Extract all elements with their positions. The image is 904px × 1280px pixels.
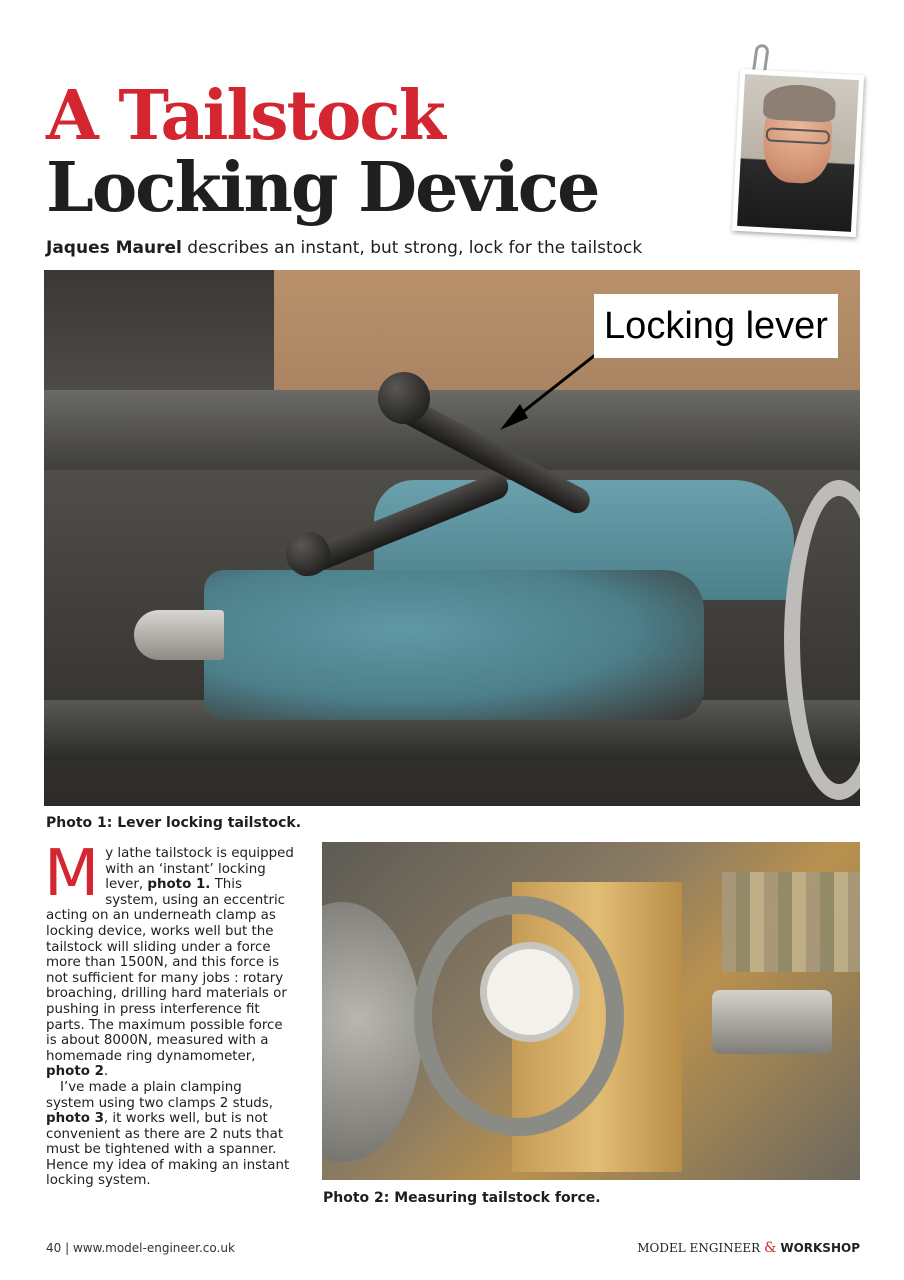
photo-2-pixelated-area — [722, 872, 860, 972]
author-portrait — [732, 69, 864, 237]
photo-2-tailstock-centre — [712, 990, 832, 1054]
photo-1-tailstock — [44, 270, 860, 806]
photo-2-chuck — [322, 902, 422, 1162]
article-standfirst — [46, 238, 642, 258]
photo-1-reference: photo 1. — [147, 877, 211, 893]
footer-url[interactable]: www.model-engineer.co.uk — [72, 1241, 235, 1255]
magazine-name-part: MODEL ENGINEER — [637, 1241, 761, 1255]
author-name: Jaques Maurel — [46, 238, 182, 258]
page-number: 40 — [46, 1241, 62, 1255]
article-title-highlight: A Tailstock — [46, 76, 444, 156]
photo-2-caption: Photo 2: Measuring tailstock force. — [323, 1190, 601, 1206]
photo-3-reference: photo 3 — [46, 1111, 104, 1127]
article-title — [46, 76, 726, 228]
standfirst-text: describes an instant, but strong, lock for the tailstock — [187, 238, 643, 258]
article-title-rest: Locking Device — [46, 148, 599, 228]
magazine-ampersand: & — [764, 1240, 777, 1256]
photo-2-reference: photo 2 — [46, 1064, 104, 1080]
photo-2-dynamometer — [322, 842, 860, 1180]
photo-2-dial-gauge — [480, 942, 580, 1042]
footer-separator: | — [65, 1241, 70, 1255]
body-text: I’ve made a plain clamping system using two clamps 2 studs, — [46, 1079, 274, 1111]
photo-1-annotation: Locking lever — [594, 294, 838, 358]
portrait-hair — [763, 83, 837, 123]
body-text: y lathe tailstock is equipped with an ‘instant’ locking lever, — [105, 846, 294, 893]
body-text: This system, using an eccentric acting on an underneath clamp as locking device, works well but the tailstock will sliding under a force more than 1500N, and this force is not sufficient for many jobs : rotary broaching, drilling hard materials or pushing in press interference fit parts. The maximum possible force is about 8000N, measured with a homemade ring dynamometer, — [46, 877, 287, 1064]
body-text: , it works well, but is not convenient as there are 2 nuts that must be tightened with a spanner. Hence my idea of making an instant locking system. — [46, 1111, 290, 1189]
drop-cap: M — [44, 837, 100, 911]
body-text: . — [103, 1064, 109, 1080]
footer-magazine-name — [637, 1240, 860, 1256]
portrait-image — [737, 74, 859, 232]
footer-page-info — [46, 1241, 235, 1255]
article-body — [44, 837, 294, 1189]
body-paragraph-2 — [46, 1080, 294, 1189]
body-paragraph-1 — [44, 837, 294, 1080]
photo-1-caption: Photo 1: Lever locking tailstock. — [46, 815, 302, 831]
magazine-name-workshop: WORKSHOP — [780, 1241, 860, 1255]
